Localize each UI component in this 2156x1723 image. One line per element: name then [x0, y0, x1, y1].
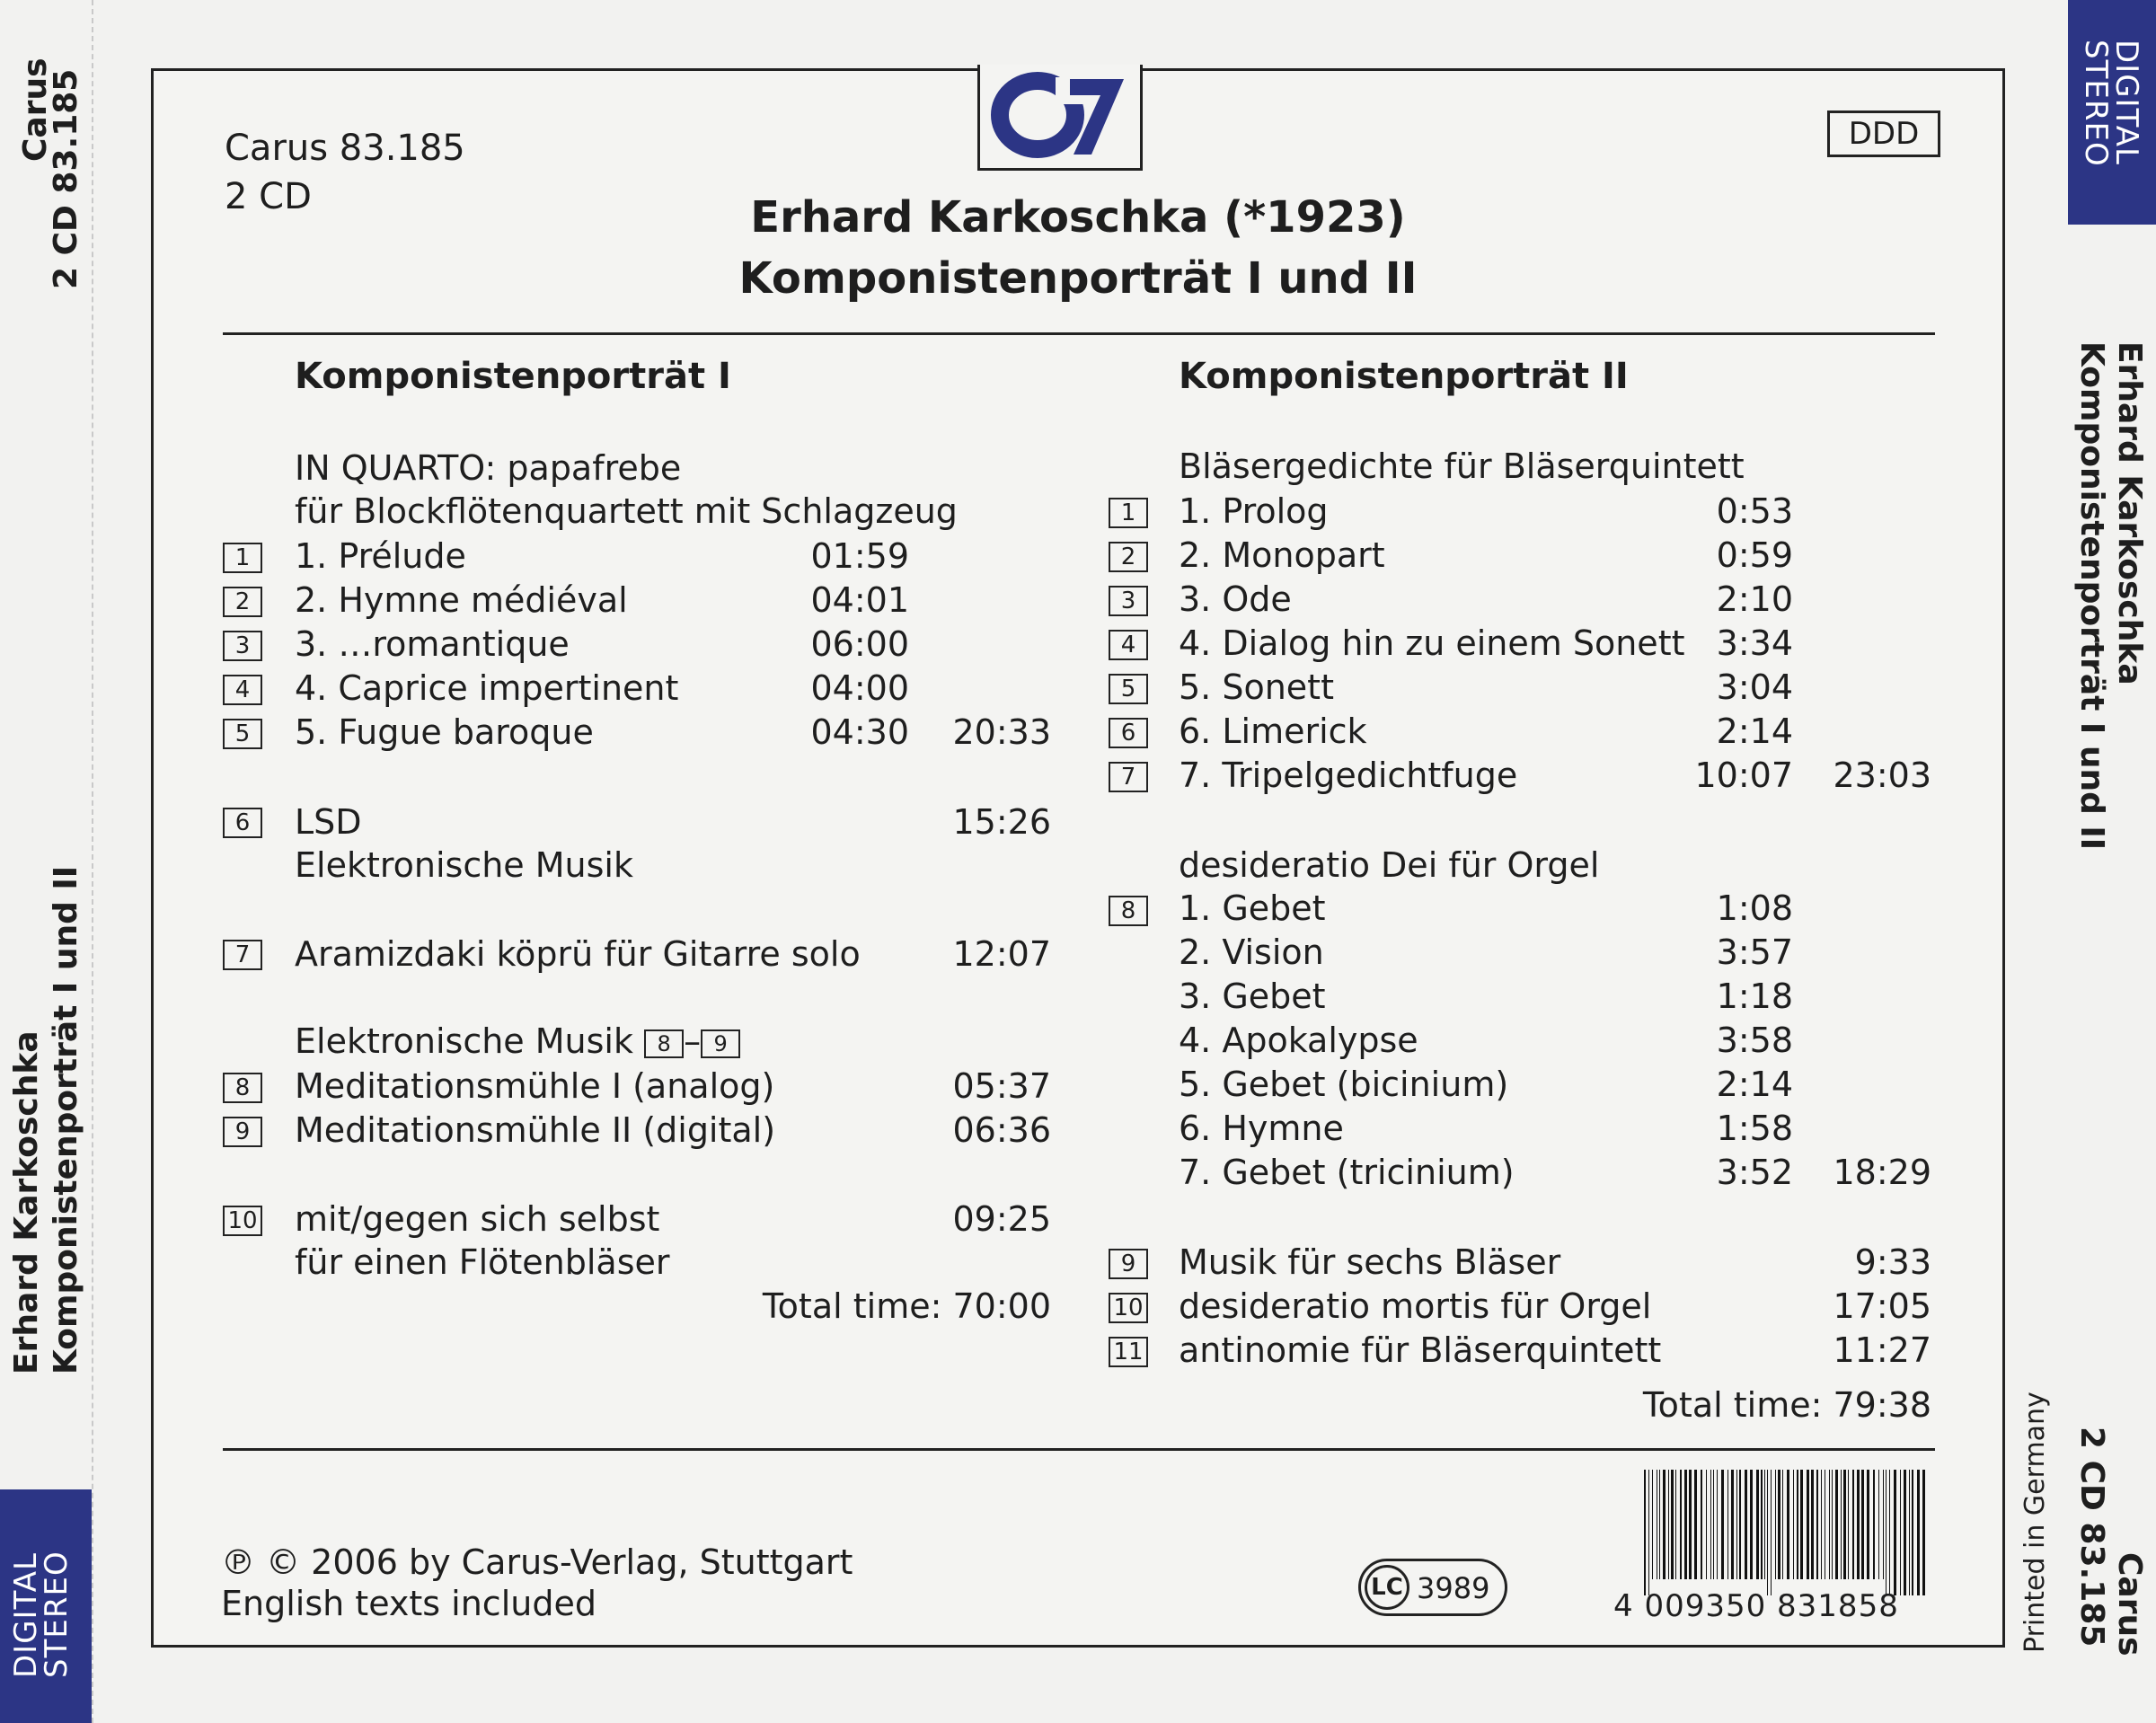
barcode-bar — [1736, 1470, 1737, 1579]
lc-logo-icon: LC — [1365, 1565, 1409, 1610]
top-divider — [223, 332, 1935, 335]
barcode-bar — [1684, 1470, 1687, 1579]
barcode-bar — [1710, 1470, 1711, 1579]
barcode-bar — [1659, 1470, 1660, 1579]
barcode-bar — [1761, 1470, 1763, 1579]
barcode-bar — [1861, 1470, 1864, 1579]
track-title: 1. Gebet — [1179, 888, 1326, 928]
track-title: 1. Prolog — [1179, 491, 1329, 531]
cd2-total-time: Total time: 79:38 — [1642, 1385, 1931, 1425]
left-spine-composer: Erhard Karkoschka — [8, 1030, 45, 1374]
track-total: 20:33 — [952, 712, 1051, 752]
track-time: 1:58 — [1716, 1109, 1793, 1148]
track-title: 5. Fugue baroque — [295, 712, 594, 752]
track-subtitle: Elektronische Musik — [295, 845, 633, 885]
barcode-bar — [1852, 1470, 1854, 1579]
track-subtitle: für einen Flötenbläser — [295, 1242, 670, 1282]
track-title: 2. Hymne médiéval — [295, 580, 628, 620]
barcode-bar — [1900, 1470, 1901, 1595]
track-time: 17:05 — [1833, 1286, 1931, 1326]
track-number-box: 10 — [223, 1206, 262, 1236]
barcode — [1642, 1470, 1930, 1595]
barcode-bar — [1745, 1470, 1747, 1579]
barcode-bar — [1867, 1470, 1869, 1579]
barcode-bar — [1717, 1470, 1718, 1579]
track-time: 04:30 — [810, 712, 909, 752]
track-title: 4. Caprice impertinent — [295, 668, 679, 708]
barcode-bar — [1909, 1470, 1910, 1595]
track-title: 2. Vision — [1179, 932, 1324, 972]
copyright: ℗ © 2006 by Carus-Verlag, Stuttgart — [221, 1542, 853, 1582]
barcode-bar — [1731, 1470, 1734, 1579]
barcode-bar — [1793, 1470, 1794, 1579]
barcode-bar — [1848, 1470, 1849, 1579]
track-time: 2:14 — [1716, 711, 1793, 751]
track-title: 4. Dialog hin zu einem Sonett — [1179, 623, 1685, 663]
track-title: 6. Hymne — [1179, 1109, 1344, 1148]
barcode-bar — [1767, 1470, 1768, 1595]
track-time: 3:52 — [1716, 1153, 1793, 1192]
barcode-bar — [1750, 1470, 1753, 1579]
ddd-badge: DDD — [1827, 110, 1940, 157]
track-title: mit/gegen sich selbst — [295, 1199, 660, 1239]
track-title: 7. Gebet (tricinium) — [1179, 1153, 1515, 1192]
left-spine-title: Komponistenporträt I und II — [48, 865, 84, 1374]
barcode-bar — [1832, 1470, 1833, 1579]
track-time: 2:10 — [1716, 579, 1793, 619]
track-title: 3. Gebet — [1179, 976, 1326, 1016]
label-code-badge — [1358, 1559, 1507, 1616]
track-time: 04:00 — [810, 668, 909, 708]
track-time: 3:04 — [1716, 667, 1793, 707]
barcode-bar — [1894, 1470, 1896, 1595]
blaeser-title: Bläsergedichte für Bläserquintett — [1179, 446, 1745, 486]
barcode-bar — [1739, 1470, 1741, 1579]
track-title: 1. Prélude — [295, 536, 466, 576]
barcode-bar — [1727, 1470, 1728, 1579]
barcode-bar — [1904, 1470, 1906, 1595]
barcode-bar — [1816, 1470, 1818, 1579]
track-number-box: 2 — [223, 587, 262, 617]
barcode-bar — [1778, 1470, 1780, 1579]
track-title: 6. Limerick — [1179, 711, 1367, 751]
barcode-bar — [1713, 1470, 1714, 1579]
track-number-box: 4 — [223, 675, 262, 705]
track-total: 18:29 — [1833, 1153, 1931, 1192]
track-number-box: 8 — [223, 1073, 262, 1103]
lc-code: 3989 — [1417, 1571, 1490, 1605]
track-time: 0:53 — [1716, 491, 1793, 531]
track-number-box: 6 — [1109, 718, 1148, 748]
track-title: Aramizdaki köprü für Gitarre solo — [295, 934, 861, 974]
track-title: antinomie für Bläserquintett — [1179, 1330, 1662, 1370]
barcode-bar — [1811, 1470, 1814, 1579]
barcode-bar — [1648, 1470, 1649, 1595]
track-time: 0:59 — [1716, 535, 1793, 575]
track-number-box: 6 — [223, 808, 262, 838]
track-title: 2. Monopart — [1179, 535, 1385, 575]
barcode-bar — [1668, 1470, 1669, 1579]
barcode-bar — [1782, 1470, 1783, 1579]
elektronische-musik-heading: Elektronische Musik 8 – 9 — [295, 1021, 740, 1062]
barcode-bar — [1787, 1470, 1789, 1579]
track-number-box: 1 — [1109, 498, 1148, 528]
left-digital-stereo-badge: DIGITAL STEREO — [0, 1489, 92, 1723]
barcode-bar — [1878, 1470, 1879, 1579]
track-title: Musik für sechs Bläser — [1179, 1242, 1561, 1282]
bottom-divider — [223, 1448, 1935, 1451]
track-number-box: 4 — [1109, 630, 1148, 660]
cd2-heading: Komponistenporträt II — [1179, 356, 1629, 397]
barcode-bar — [1689, 1470, 1692, 1579]
barcode-bar — [1843, 1470, 1846, 1579]
printed-in-germany: Printed in Germany — [2019, 1392, 2051, 1653]
track-number-box: 9 — [223, 1117, 262, 1147]
track-time: 09:25 — [952, 1199, 1051, 1239]
track-title: LSD — [295, 802, 362, 842]
barcode-bar — [1800, 1470, 1803, 1579]
track-title: Meditationsmühle II (digital) — [295, 1110, 776, 1150]
barcode-bar — [1912, 1470, 1913, 1595]
carus-logo — [977, 65, 1143, 171]
track-time: 15:26 — [952, 802, 1051, 842]
barcode-bar — [1680, 1470, 1682, 1579]
barcode-bar — [1821, 1470, 1822, 1579]
track-title: 5. Gebet (bicinium) — [1179, 1065, 1509, 1104]
track-number-box: 8 — [1109, 896, 1148, 926]
track-number-box: 1 — [223, 543, 262, 573]
barcode-bar — [1671, 1470, 1674, 1579]
track-number-box: 3 — [1109, 586, 1148, 616]
track-time: 11:27 — [1833, 1330, 1931, 1370]
track-number-box: 2 — [1109, 542, 1148, 572]
track-time: 3:34 — [1716, 623, 1793, 663]
track-time: 06:00 — [810, 624, 909, 664]
barcode-bar — [1873, 1470, 1875, 1579]
barcode-bar — [1771, 1470, 1772, 1595]
barcode-bar — [1675, 1470, 1676, 1579]
barcode-bar — [1706, 1470, 1707, 1579]
track-number-box: 3 — [223, 631, 262, 661]
track-number-box: 5 — [1109, 674, 1148, 704]
barcode-bar — [1807, 1470, 1809, 1579]
in-quarto-subtitle: für Blockflötenquartett mit Schlagzeug — [295, 491, 958, 531]
track-time: 2:14 — [1716, 1065, 1793, 1104]
track-number-box: 9 — [701, 1029, 740, 1058]
barcode-bar — [1644, 1470, 1646, 1595]
track-time: 1:18 — [1716, 976, 1793, 1016]
track-number-box: 7 — [223, 940, 262, 970]
right-spine — [2019, 0, 2156, 1723]
cd1-heading: Komponistenporträt I — [295, 356, 731, 397]
barcode-bar — [1922, 1470, 1925, 1595]
track-time: 01:59 — [810, 536, 909, 576]
right-spine-composer: Erhard Karkoschka — [2111, 341, 2148, 685]
in-quarto-title: IN QUARTO: papafrebe — [295, 448, 682, 488]
barcode-bar — [1797, 1470, 1798, 1579]
album-title: Komponistenporträt I und II — [738, 253, 1418, 304]
right-spine-title: Komponistenporträt I und II — [2073, 341, 2110, 851]
track-number-box: 7 — [1109, 762, 1148, 792]
track-number-box: 9 — [1109, 1249, 1148, 1279]
barcode-bar — [1694, 1470, 1697, 1579]
barcode-bar — [1829, 1470, 1830, 1579]
barcode-bar — [1857, 1470, 1860, 1579]
barcode-bar — [1663, 1470, 1666, 1579]
composer-heading: Erhard Karkoschka (*1923) — [750, 192, 1406, 243]
barcode-digits: 4 009350 831858 — [1613, 1588, 1899, 1624]
track-time: 10:07 — [1694, 755, 1793, 795]
right-spine-catalog: 2 CD 83.185 — [2073, 1427, 2110, 1648]
left-fold-line — [92, 0, 93, 1723]
track-number-box: 11 — [1109, 1337, 1148, 1367]
left-spine-label: Carus — [17, 57, 54, 162]
track-time: 12:07 — [952, 934, 1051, 974]
track-time: 06:36 — [952, 1110, 1051, 1150]
barcode-bar — [1841, 1470, 1842, 1579]
track-time: 9:33 — [1854, 1242, 1931, 1282]
right-digital-stereo-badge: DIGITAL STEREO — [2068, 0, 2156, 225]
barcode-bar — [1721, 1470, 1724, 1579]
barcode-bar — [1652, 1470, 1653, 1579]
track-number-box: 10 — [1109, 1293, 1148, 1323]
barcode-bar — [1835, 1470, 1838, 1579]
track-time: 3:57 — [1716, 932, 1793, 972]
track-time: 3:58 — [1716, 1021, 1793, 1060]
track-title: desideratio mortis für Orgel — [1179, 1286, 1652, 1326]
cd1-total-time: Total time: 70:00 — [762, 1286, 1051, 1326]
track-time: 04:01 — [810, 580, 909, 620]
track-number-box: 5 — [223, 719, 262, 749]
track-title: Meditationsmühle I (analog) — [295, 1066, 775, 1106]
track-title: 5. Sonett — [1179, 667, 1334, 707]
barcode-bar — [1775, 1470, 1776, 1579]
track-title: 4. Apokalypse — [1179, 1021, 1418, 1060]
track-title: 3. Ode — [1179, 579, 1292, 619]
track-number-box: 8 — [644, 1029, 684, 1058]
left-spine-catalog: 2 CD 83.185 — [48, 68, 84, 289]
track-total: 23:03 — [1833, 755, 1931, 795]
barcode-bar — [1701, 1470, 1702, 1579]
right-spine-label: Carus — [2111, 1552, 2148, 1657]
catalog-info: Carus 83.185 2 CD — [225, 128, 465, 217]
barcode-bar — [1756, 1470, 1759, 1579]
english-texts-note: English texts included — [221, 1584, 596, 1623]
track-time: 05:37 — [952, 1066, 1051, 1106]
barcode-bar — [1764, 1470, 1765, 1579]
barcode-bar — [1889, 1470, 1890, 1595]
desiderio-title: desideratio Dei für Orgel — [1179, 845, 1600, 885]
carus-cv-logo-icon — [980, 65, 1140, 165]
track-title: 3. …romantique — [295, 624, 570, 664]
left-spine — [0, 0, 92, 1723]
barcode-bar — [1917, 1470, 1920, 1595]
barcode-bar — [1883, 1470, 1884, 1579]
track-time: 1:08 — [1716, 888, 1793, 928]
track-title: 7. Tripelgedichtfuge — [1179, 755, 1518, 795]
